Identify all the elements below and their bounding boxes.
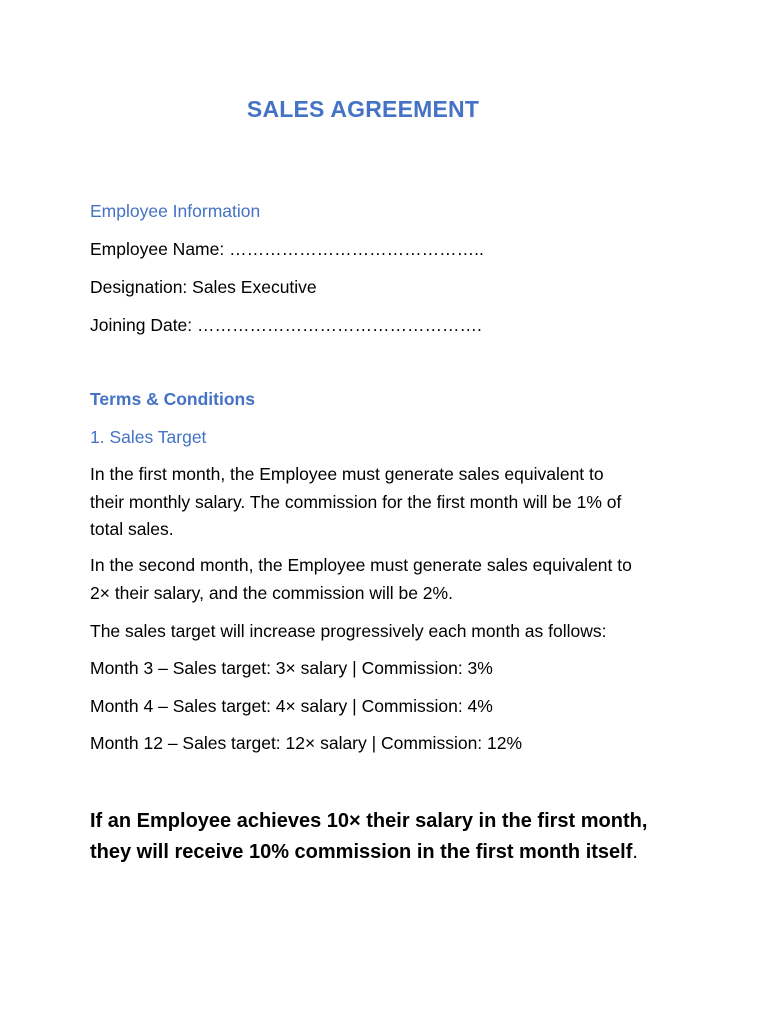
paragraph-line: their monthly salary. The commission for the first month will be 1% of [90,491,622,512]
designation-line: Designation: Sales Executive [90,277,317,297]
first-month-paragraph [90,461,680,544]
terms-conditions-heading: Terms & Conditions [90,389,255,409]
paragraph-line: In the first month, the Employee must generate sales equivalent to [90,464,604,484]
employee-information-heading: Employee Information [90,201,261,221]
employee-name-line: Employee Name: …………………………………….. [90,239,484,259]
bonus-clause-line [90,837,710,868]
sales-target-subheading: 1. Sales Target [90,427,207,447]
progression-intro: The sales target will increase progressively each month as follows: [90,621,607,641]
month-3-line: Month 3 – Sales target: 3× salary | Commission: 3% [90,658,493,678]
joining-date-line: Joining Date: …………………………………………. [90,315,482,335]
month-4-line: Month 4 – Sales target: 4× salary | Commission: 4% [90,696,493,716]
second-month-paragraph [90,552,680,607]
document-title: SALES AGREEMENT [246,96,480,122]
bonus-clause-line: If an Employee achieves 10× their salary in the first month, [90,810,648,832]
bonus-clause-period: . [632,841,638,863]
month-12-line: Month 12 – Sales target: 12× salary | Commission: 12% [90,733,523,753]
paragraph-line: 2× their salary, and the commission will be 2%. [90,582,453,603]
bonus-clause [90,806,710,868]
paragraph-line: total sales. [90,519,174,539]
paragraph-line: In the second month, the Employee must generate sales equivalent to [90,555,632,575]
bonus-clause-text: they will receive 10% commission in the first month itself [90,841,633,863]
